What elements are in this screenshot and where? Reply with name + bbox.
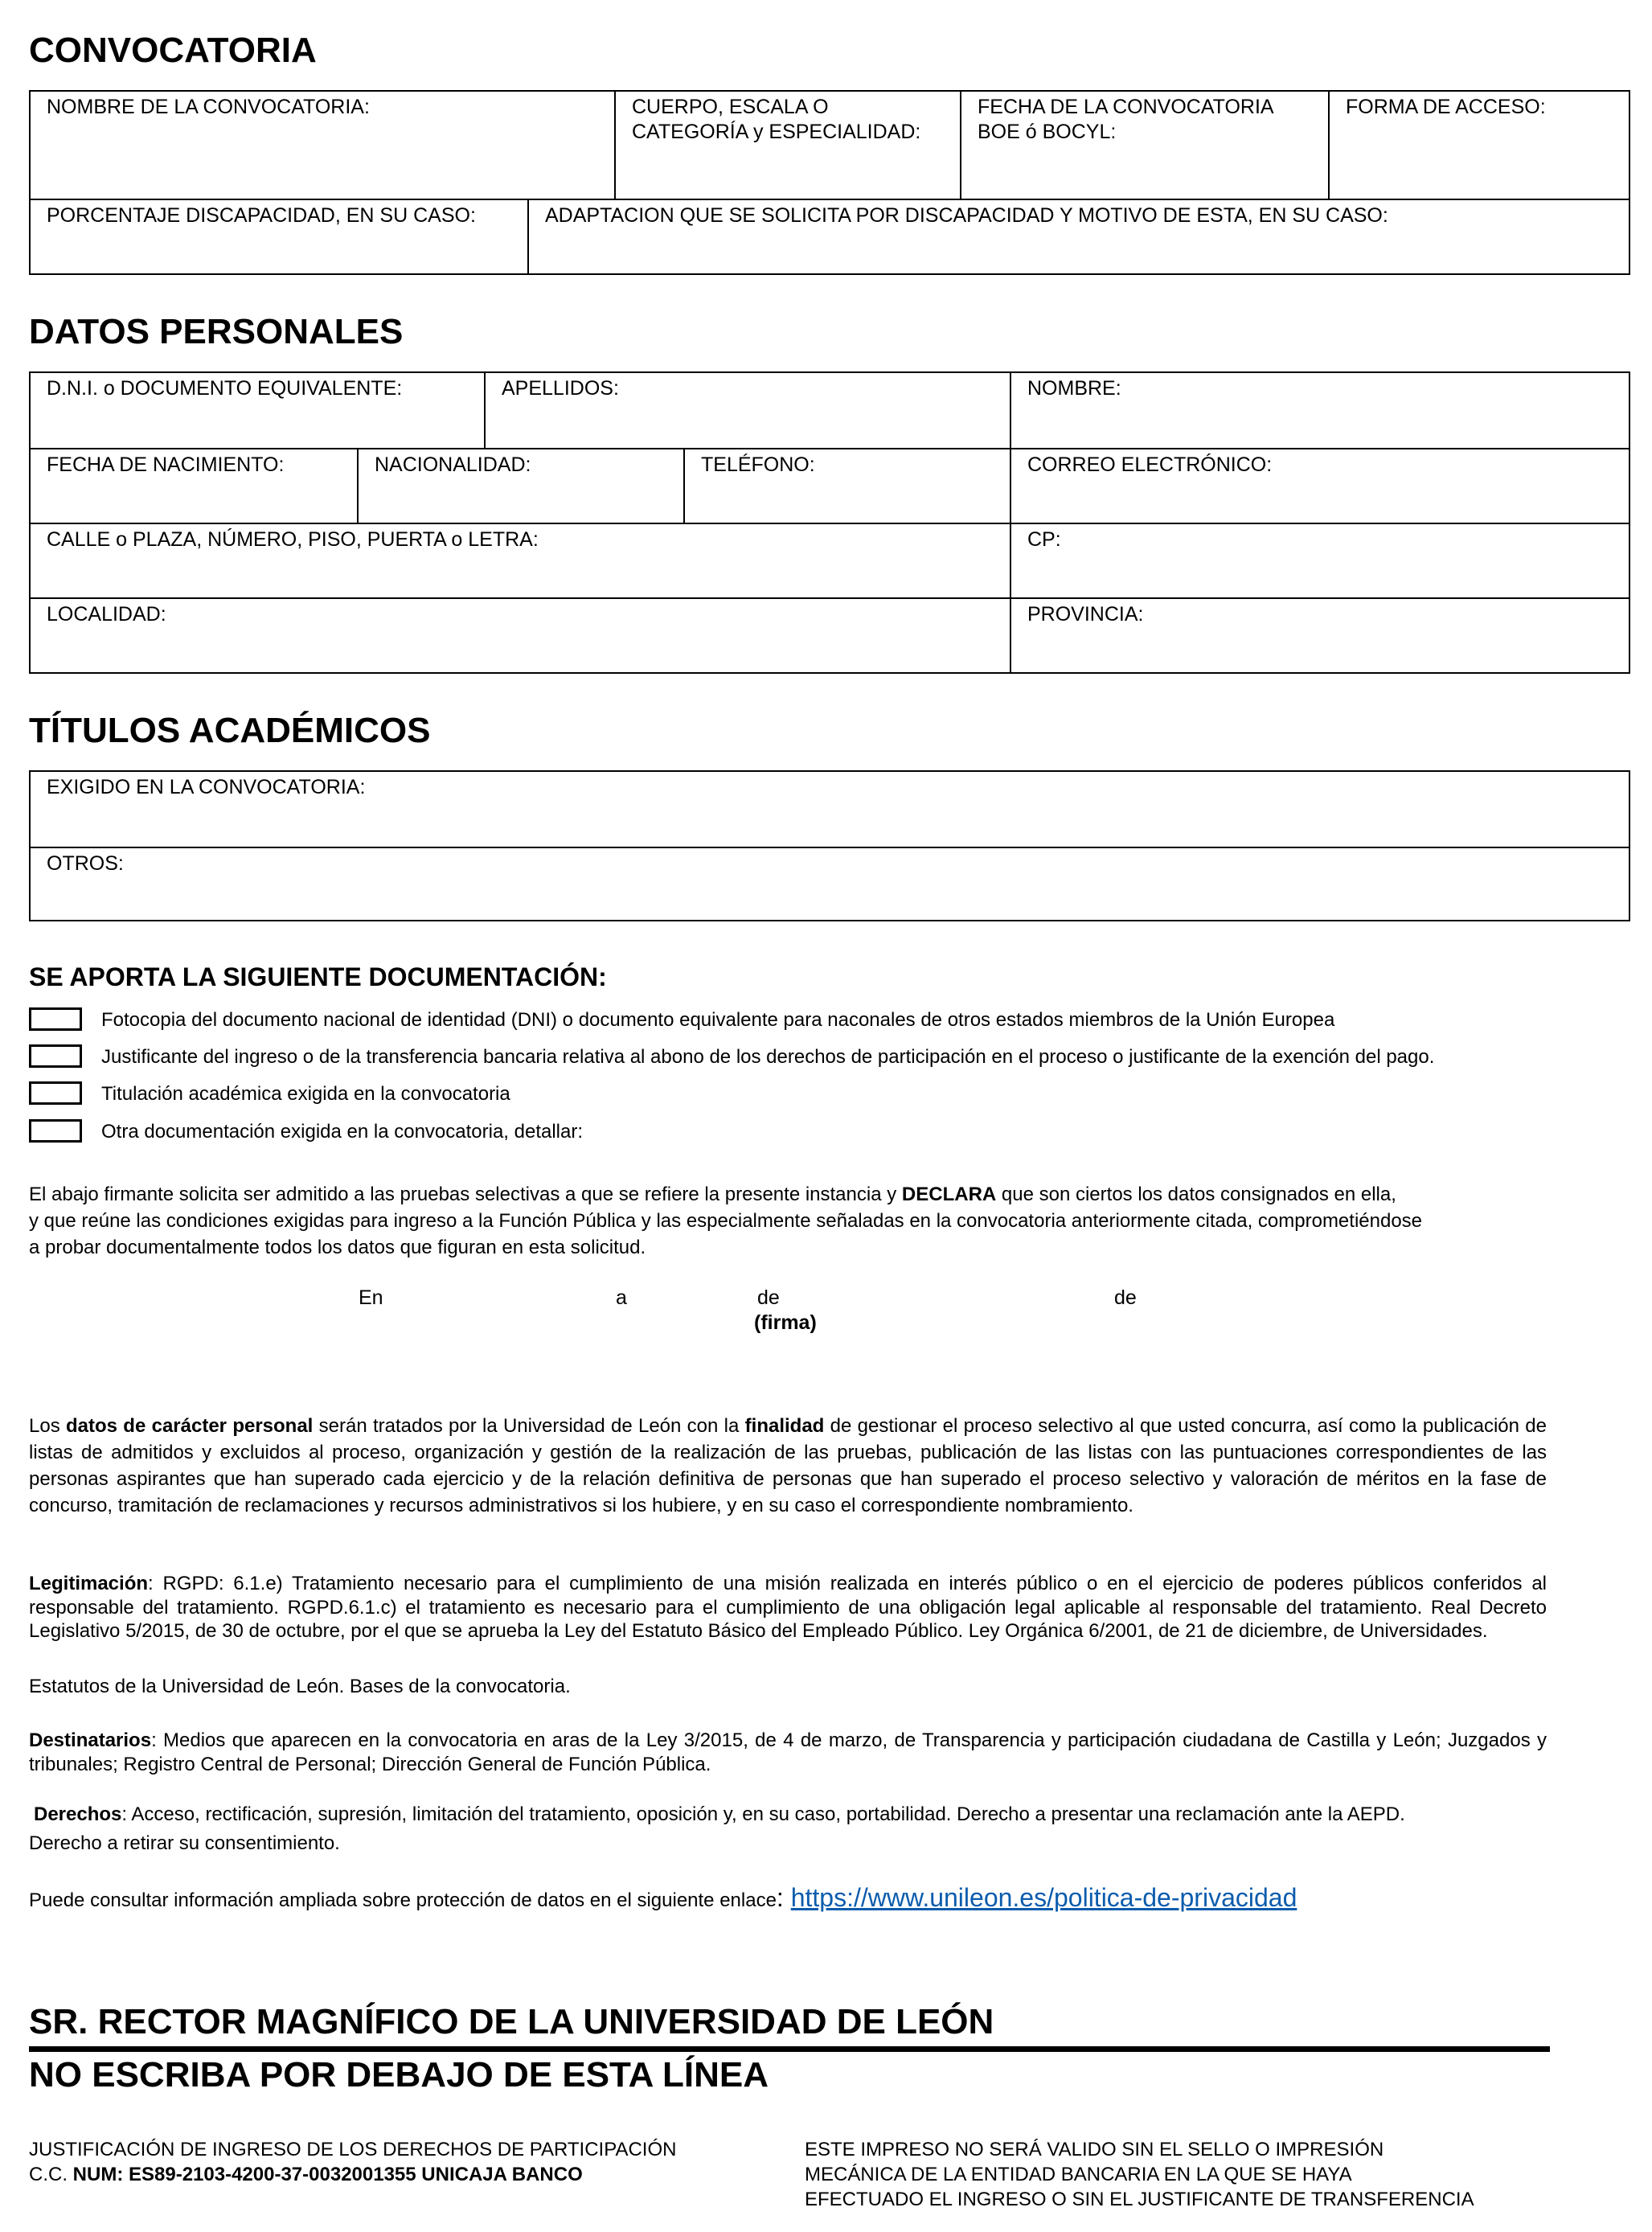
footer-note-l3: EFECTUADO EL INGRESO O SIN EL JUSTIFICANTE DE TRANSFERENCIA xyxy=(805,2189,1474,2210)
checkbox-justificante[interactable] xyxy=(29,1044,82,1068)
footer-left xyxy=(29,2137,676,2187)
footer-note-l2: MECÁNICA DE LA ENTIDAD BANCARIA EN LA QUE SE HAYA xyxy=(805,2164,1352,2185)
proteccion-bold: finalidad xyxy=(744,1415,825,1437)
field-nombre[interactable] xyxy=(1011,373,1629,448)
label-titulo-exigido: EXIGIDO EN LA CONVOCATORIA: xyxy=(47,776,366,798)
convocatoria-heading: CONVOCATORIA xyxy=(29,31,317,70)
field-provincia[interactable] xyxy=(1011,599,1629,672)
field-cuerpo-escala[interactable] xyxy=(616,92,960,199)
field-localidad[interactable] xyxy=(31,599,1010,672)
label-forma-acceso: FORMA DE ACCESO: xyxy=(1346,96,1546,118)
doc-item-label: Justificante del ingreso o de la transferencia bancaria relativa al abono de los derechos de participación en el proceso o justificante de la exención del pago. xyxy=(101,1046,1435,1068)
field-telefono[interactable] xyxy=(685,449,1010,523)
derechos-paragraph xyxy=(34,1801,1552,1828)
declaracion-text: a probar documentalmente todos los datos que figuran en esta solicitud. xyxy=(29,1237,646,1258)
checkbox-titulacion[interactable] xyxy=(29,1081,82,1105)
label-cuerpo-l2: CATEGORÍA y ESPECIALIDAD: xyxy=(632,121,921,143)
consulta-colon: : xyxy=(776,1883,791,1912)
doc-item-label: Titulación académica exigida en la convocatoria xyxy=(101,1083,510,1105)
label-adaptacion: ADAPTACION QUE SE SOLICITA POR DISCAPACIDAD Y MOTIVO DE ESTA, EN SU CASO: xyxy=(545,204,1388,227)
label-apellidos: APELLIDOS: xyxy=(502,377,619,400)
legitimacion-paragraph xyxy=(29,1572,1547,1643)
declaracion-text: que son ciertos los datos consignados en ella, xyxy=(996,1184,1396,1205)
label-cuerpo-l1: CUERPO, ESCALA O xyxy=(632,96,829,118)
declaracion-text: y que reúne las condiciones exigidas para ingreso a la Función Pública y las especialmente señaladas en la convocatoria anteriormente citada, comprometiéndose xyxy=(29,1210,1423,1232)
separator-line xyxy=(29,2046,1550,2052)
field-titulo-otros[interactable] xyxy=(31,848,1629,920)
proteccion-datos-paragraph xyxy=(29,1413,1547,1519)
derechos-text: : Acceso, rectificación, supresión, limitación del tratamiento, oposición y, en su caso, portabilidad. Derecho a presentar una reclamación ante la AEPD. xyxy=(121,1803,1405,1825)
field-correo[interactable] xyxy=(1011,449,1629,523)
label-porcentaje: PORCENTAJE DISCAPACIDAD, EN SU CASO: xyxy=(47,204,476,227)
field-forma-acceso[interactable] xyxy=(1330,92,1629,199)
footer-justificacion: JUSTIFICACIÓN DE INGRESO DE LOS DERECHOS DE PARTICIPACIÓN xyxy=(29,2139,677,2160)
legitimacion-estatutos: Estatutos de la Universidad de León. Bases de la convocatoria. xyxy=(29,1676,571,1697)
rector-heading: SR. RECTOR MAGNÍFICO DE LA UNIVERSIDAD DE LEÓN xyxy=(29,2002,994,2041)
label-localidad: LOCALIDAD: xyxy=(47,603,166,626)
legitimacion-text: : RGPD: 6.1.e) Tratamiento necesario para el cumplimiento de una misión realizada en interés público o en el ejercicio de poderes públicos conferidos al responsable del tratamiento. RGPD.6.1.c) el tratamiento es necesario para el cumplimiento de una obligación legal aplicable al responsable del tratamiento. Real Decreto Legislativo 5/2015, de 30 de octubre, por el que se aprueba la Ley del Estatuto Básico del Empleado Público. Ley Orgánica 6/2001, de 21 de diciembre, de Universidades. xyxy=(29,1573,1547,1642)
doc-item-label: Otra documentación exigida en la convocatoria, detallar: xyxy=(101,1121,584,1143)
field-cp[interactable] xyxy=(1011,524,1629,597)
field-nombre-convocatoria[interactable] xyxy=(31,92,614,199)
consulta-text: Puede consultar información ampliada sobre protección de datos en el siguiente enlace xyxy=(29,1889,777,1911)
label-nacionalidad: NACIONALIDAD: xyxy=(375,453,531,476)
privacy-policy-link[interactable]: https://www.unileon.es/politica-de-privacidad xyxy=(790,1883,1297,1912)
label-fecha-l2: BOE ó BOCYL: xyxy=(978,121,1117,143)
footer-account-number: NUM: ES89-2103-4200-37-0032001355 UNICAJA BANCO xyxy=(72,2164,583,2185)
titulos-table xyxy=(29,770,1630,921)
label-nombre-convocatoria: NOMBRE DE LA CONVOCATORIA: xyxy=(47,96,370,118)
field-fecha-nacimiento[interactable] xyxy=(31,449,357,523)
titulos-heading: TÍTULOS ACADÉMICOS xyxy=(29,711,431,750)
label-telefono: TELÉFONO: xyxy=(701,453,815,476)
convocatoria-table xyxy=(29,90,1630,275)
field-titulo-exigido[interactable] xyxy=(31,772,1629,847)
field-nacionalidad[interactable] xyxy=(359,449,683,523)
firma-a: a xyxy=(616,1286,627,1309)
firma-de-2: de xyxy=(1114,1286,1137,1309)
declara-bold: DECLARA xyxy=(901,1184,997,1205)
label-fecha-nacimiento: FECHA DE NACIMIENTO: xyxy=(47,453,285,476)
firma-de-1: de xyxy=(757,1286,780,1309)
legitimacion-bold: Legitimación xyxy=(29,1573,149,1594)
label-dni: D.N.I. o DOCUMENTO EQUIVALENTE: xyxy=(47,377,403,400)
no-escriba-heading: NO ESCRIBA POR DEBAJO DE ESTA LÍNEA xyxy=(29,2055,769,2095)
datos-personales-table xyxy=(29,371,1630,674)
checkbox-dni[interactable] xyxy=(29,1007,82,1031)
field-fecha-convocatoria[interactable] xyxy=(961,92,1328,199)
declaracion-text: El abajo firmante solicita ser admitido a las pruebas selectivas a que se refiere la presente instancia y xyxy=(29,1184,902,1205)
destinatarios-text: : Medios que aparecen en la convocatoria en aras de la Ley 3/2015, de 4 de marzo, de Transparencia y participación ciudadana de Castilla y León; Juzgados y tribunales; Registro Central de Personal; Dirección General de Función Pública. xyxy=(29,1729,1547,1775)
derechos-bold: Derechos xyxy=(34,1803,122,1825)
consulta-line xyxy=(29,1881,1547,1917)
label-fecha-l1: FECHA DE LA CONVOCATORIA xyxy=(978,96,1274,118)
footer-right xyxy=(805,2137,1474,2212)
destinatarios-paragraph xyxy=(29,1729,1547,1777)
footer-cc: C.C. xyxy=(29,2164,73,2185)
proteccion-text: serán tratados por la Universidad de León con la xyxy=(313,1415,745,1437)
firma-en: En xyxy=(359,1286,383,1309)
label-provincia: PROVINCIA: xyxy=(1027,603,1144,626)
destinatarios-bold: Destinatarios xyxy=(29,1729,152,1751)
field-dni[interactable] xyxy=(31,373,484,448)
proteccion-text: de gestionar el proceso selectivo al que usted concurra, así como la publicación de listas de admitidos y excluidos al proceso, organización y gestión de la realización de las pruebas, publicación de las listas con las puntuaciones correspondientes de las personas aspirantes que han superado cada ejercicio y de la relación definitiva de personas que han superado el proceso selectivo y valoración de méritos en la fase de concurso, tramitación de reclamaciones y recursos administrativos si los hubiere, y en su caso el correspondiente nombramiento. xyxy=(29,1415,1547,1516)
doc-item-label: Fotocopia del documento nacional de identidad (DNI) o documento equivalente para naconales de otros estados miembros de la Unión Europea xyxy=(101,1009,1335,1031)
field-adaptacion[interactable] xyxy=(529,200,1629,273)
field-calle[interactable] xyxy=(31,524,1010,597)
footer-note-l1: ESTE IMPRESO NO SERÁ VALIDO SIN EL SELLO O IMPRESIÓN xyxy=(805,2139,1384,2160)
documentacion-heading: SE APORTA LA SIGUIENTE DOCUMENTACIÓN: xyxy=(29,962,607,991)
field-apellidos[interactable] xyxy=(486,373,1010,448)
label-cp: CP: xyxy=(1027,528,1061,551)
declaracion-paragraph xyxy=(29,1181,1547,1261)
derechos-retirar: Derecho a retirar su consentimiento. xyxy=(29,1832,340,1854)
proteccion-text: Los xyxy=(29,1415,66,1437)
proteccion-bold: datos de carácter personal xyxy=(66,1415,314,1437)
label-calle: CALLE o PLAZA, NÚMERO, PISO, PUERTA o LETRA: xyxy=(47,528,539,551)
field-porcentaje-discapacidad[interactable] xyxy=(31,200,527,273)
firma-label: (firma) xyxy=(754,1311,817,1334)
datos-personales-heading: DATOS PERSONALES xyxy=(29,312,404,351)
label-correo: CORREO ELECTRÓNICO: xyxy=(1027,453,1273,476)
label-nombre: NOMBRE: xyxy=(1027,377,1121,400)
checkbox-otra-documentacion[interactable] xyxy=(29,1119,82,1143)
label-titulo-otros: OTROS: xyxy=(47,852,124,875)
